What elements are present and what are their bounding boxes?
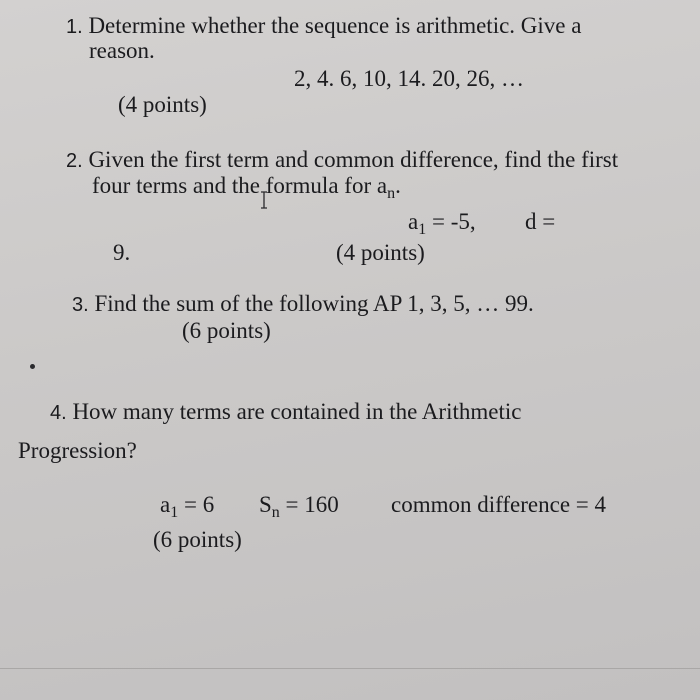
q3-text: Find the sum of the following AP 1, 3, 5, … 99.: [94, 291, 534, 316]
q4-points: (6 points): [153, 527, 242, 552]
q2-number: 2.: [66, 150, 83, 172]
q2-text-line2-prefix: four terms and the formula for a: [92, 173, 388, 198]
q4-number: 4.: [50, 402, 67, 424]
bullet-dot-icon: [30, 364, 35, 369]
q2-subscript-n: n: [387, 185, 396, 202]
q2-a1-value: = -5,: [426, 209, 476, 234]
text-cursor-icon: [258, 191, 270, 209]
q2-points: (4 points): [336, 240, 425, 265]
q4-a1-base: a: [160, 492, 171, 517]
q4-text-line1: How many terms are contained in the Arithmetic: [72, 399, 522, 424]
q2-text-line1: Given the first term and common difference, find the first: [88, 147, 619, 172]
q1-points: (4 points): [118, 92, 207, 117]
page-edge-line: [0, 668, 700, 669]
q4-line1: [50, 400, 521, 423]
q1-text-line1: Determine whether the sequence is arithmetic. Give a: [88, 13, 582, 38]
q2-line2: [92, 173, 401, 202]
q4-text-line2: Progression?: [18, 438, 137, 463]
q4-sn-subscript: n: [271, 504, 280, 521]
q2-line1: [66, 148, 618, 171]
q2-a1: [408, 209, 476, 238]
q1-number: 1.: [66, 16, 83, 38]
q2-text-line2-suffix: .: [395, 173, 401, 198]
q4-sn: [259, 492, 339, 521]
q3-line: [72, 292, 534, 315]
q4-a1: [160, 492, 215, 521]
q2-a1-subscript: 1: [418, 221, 427, 238]
q3-points: (6 points): [182, 318, 271, 343]
q4-common-difference: common difference = 4: [391, 492, 606, 517]
q2-d-label: d =: [525, 209, 556, 234]
q3-number: 3.: [72, 294, 89, 316]
q4-a1-value: = 6: [178, 492, 215, 517]
q1-line1: [66, 14, 581, 37]
q2-a1-base: a: [408, 209, 419, 234]
q4-sn-base: S: [259, 492, 272, 517]
q4-sn-value: = 160: [279, 492, 339, 517]
q1-text-line2: reason.: [89, 38, 155, 63]
q4-a1-subscript: 1: [170, 504, 179, 521]
q1-sequence: 2, 4. 6, 10, 14. 20, 26, …: [294, 66, 524, 91]
q2-d-value: 9.: [113, 240, 131, 265]
